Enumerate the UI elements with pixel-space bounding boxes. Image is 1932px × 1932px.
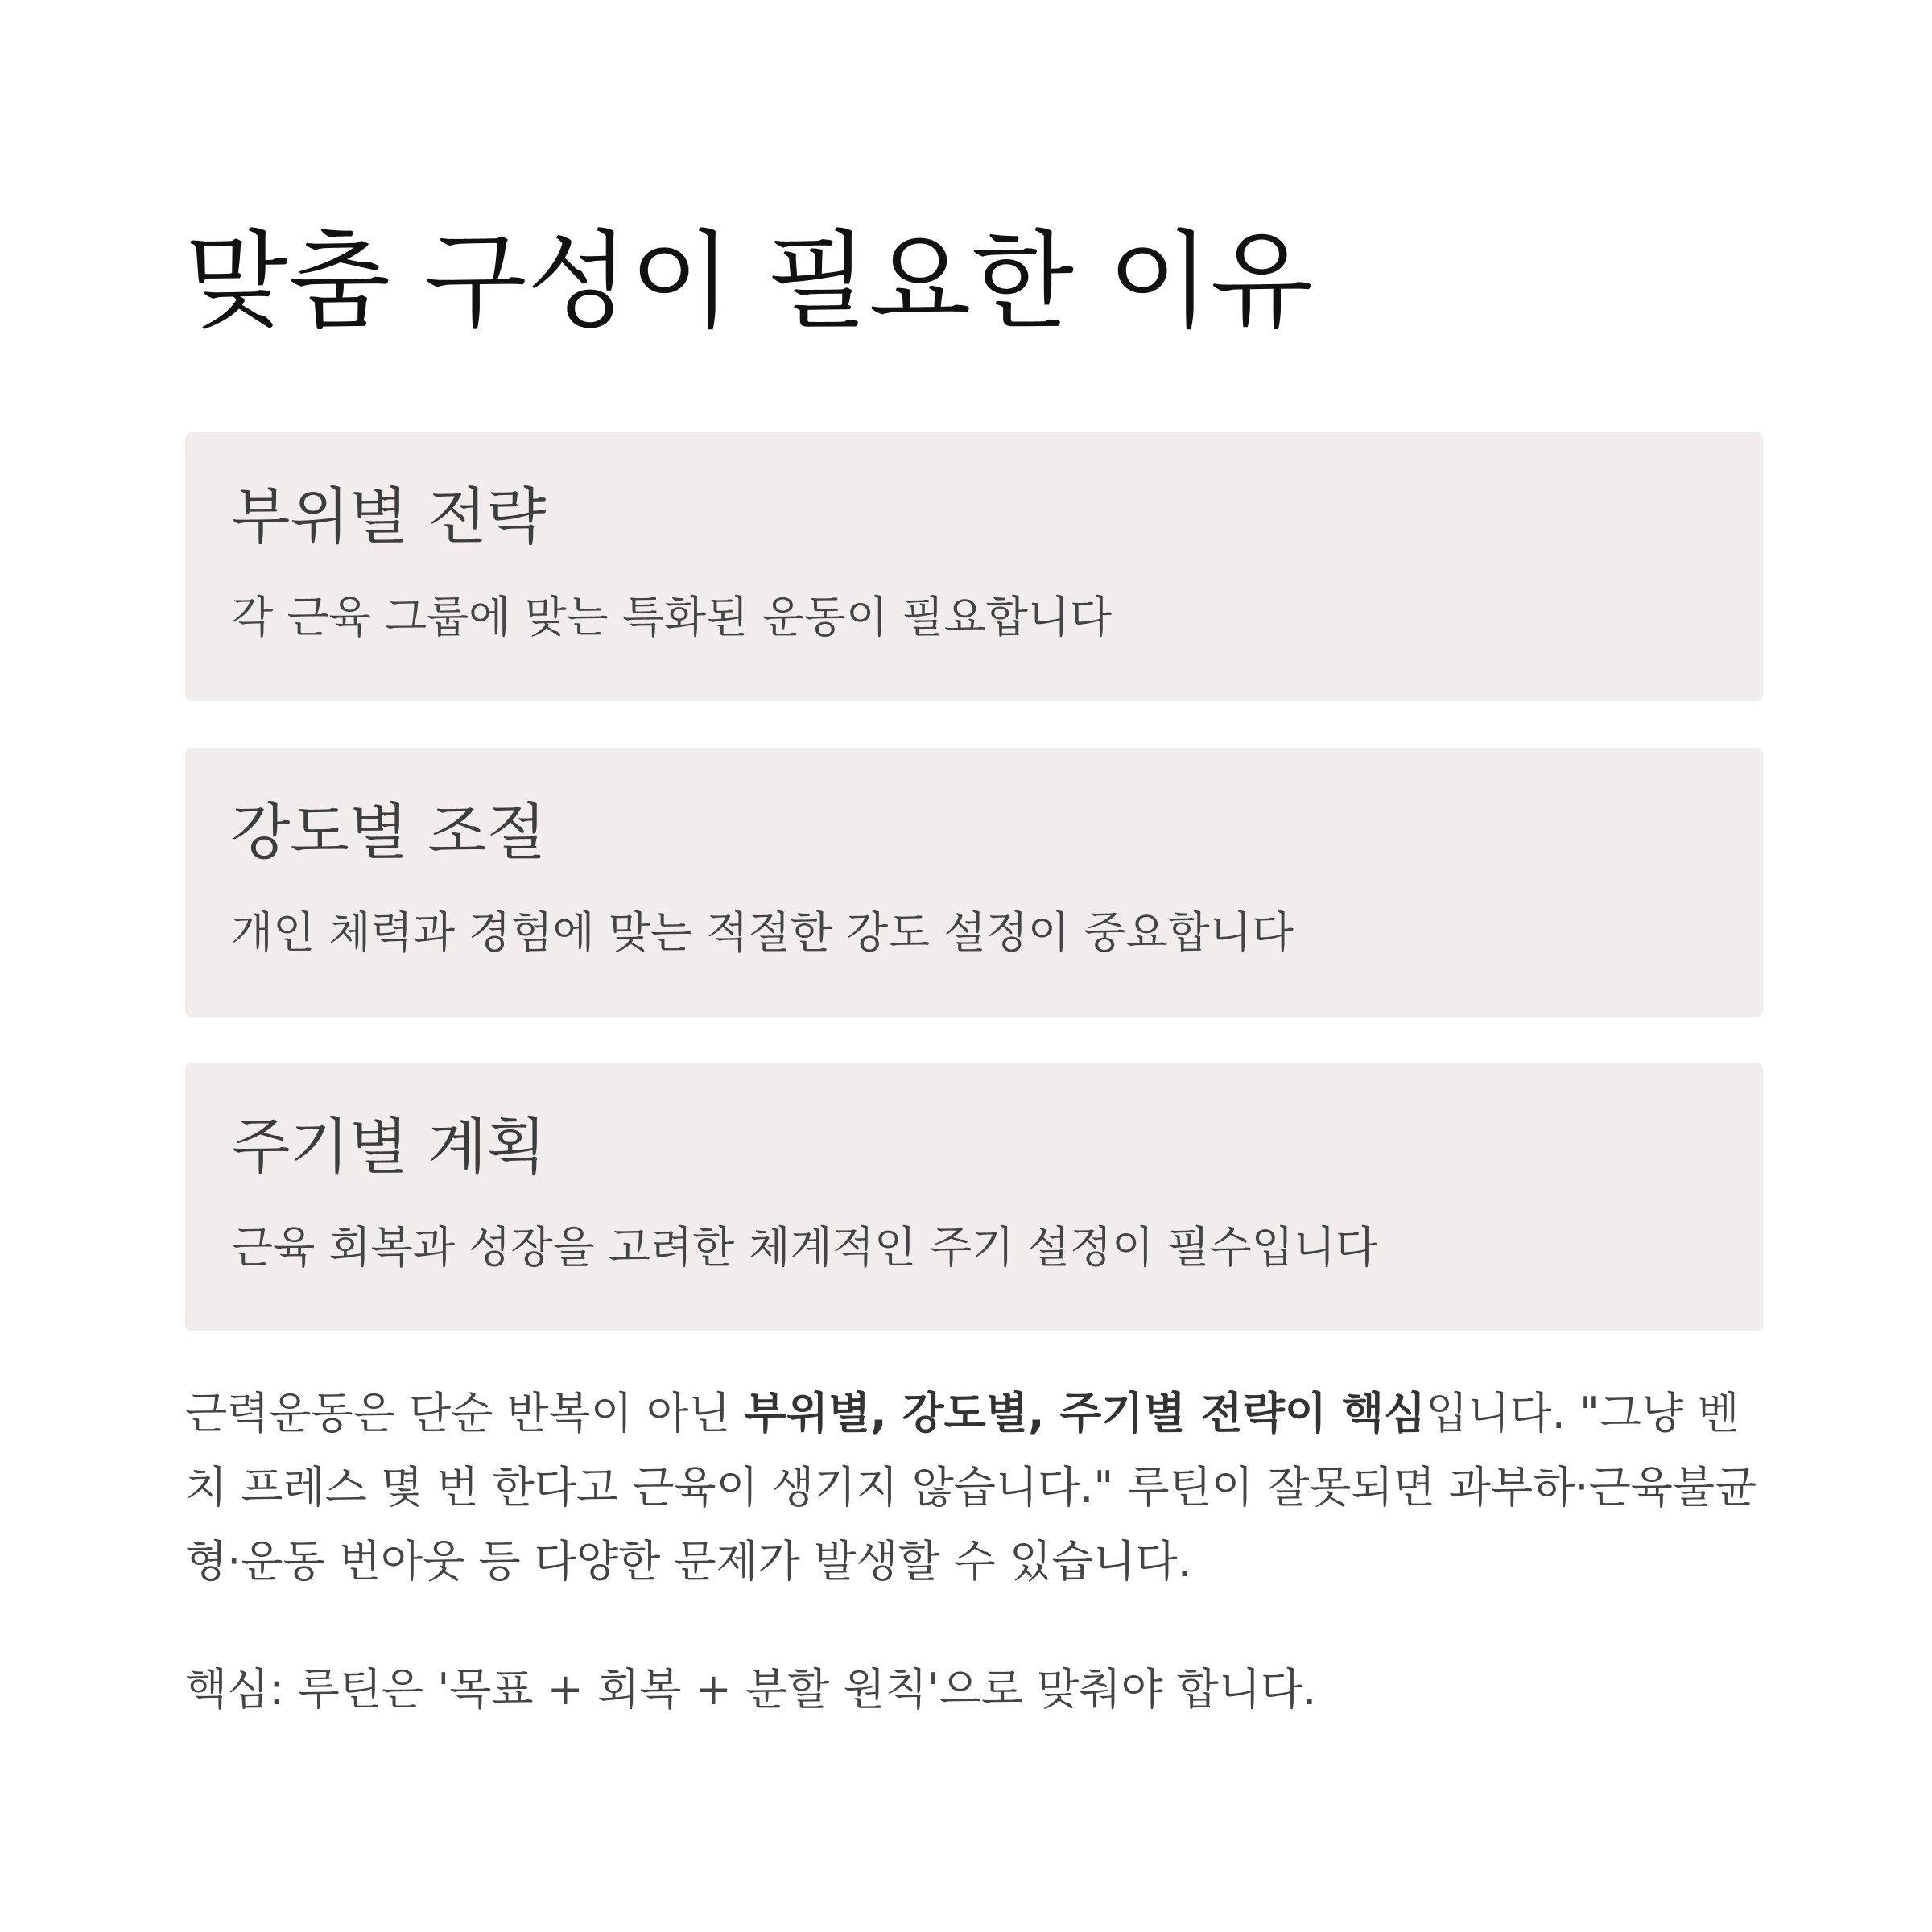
card-heading: 부위별 전략 <box>231 481 547 552</box>
card-description: 각 근육 그룹에 맞는 특화된 운동이 필요합니다 <box>231 592 1113 642</box>
page-title: 맞춤 구성이 필요한 이유 <box>185 220 1313 344</box>
body-paragraph-emphasis: 부위별, 강도별, 주기별 전략이 핵심 <box>744 1388 1426 1439</box>
card-heading: 주기별 계획 <box>231 1111 547 1183</box>
card-cycle-planning <box>185 1063 1763 1331</box>
card-description: 근육 회복과 성장을 고려한 체계적인 주기 설정이 필수입니다 <box>231 1222 1378 1273</box>
body-paragraph-intro: 근력운동은 단순 반복이 아닌 <box>185 1388 745 1439</box>
body-paragraph-rest: 입니다. "그냥 벤치 프레스 몇 번 한다고 근육이 생기지 않습니다." 루틴이 잘못되면 과부하·근육불균형·운동 번아웃 등 다양한 문제가 발생할 수 있습니다. <box>185 1388 1757 1587</box>
card-body-part-strategy <box>185 432 1763 701</box>
card-intensity-control <box>185 748 1763 1017</box>
body-paragraph <box>185 1377 1763 1599</box>
card-heading: 강도별 조절 <box>231 796 547 868</box>
core-summary: 핵심: 루틴은 '목표 + 회복 + 분할 원칙'으로 맞춰야 합니다. <box>185 1664 1317 1715</box>
card-description: 개인 체력과 경험에 맞는 적절한 강도 설정이 중요합니다 <box>231 907 1294 958</box>
